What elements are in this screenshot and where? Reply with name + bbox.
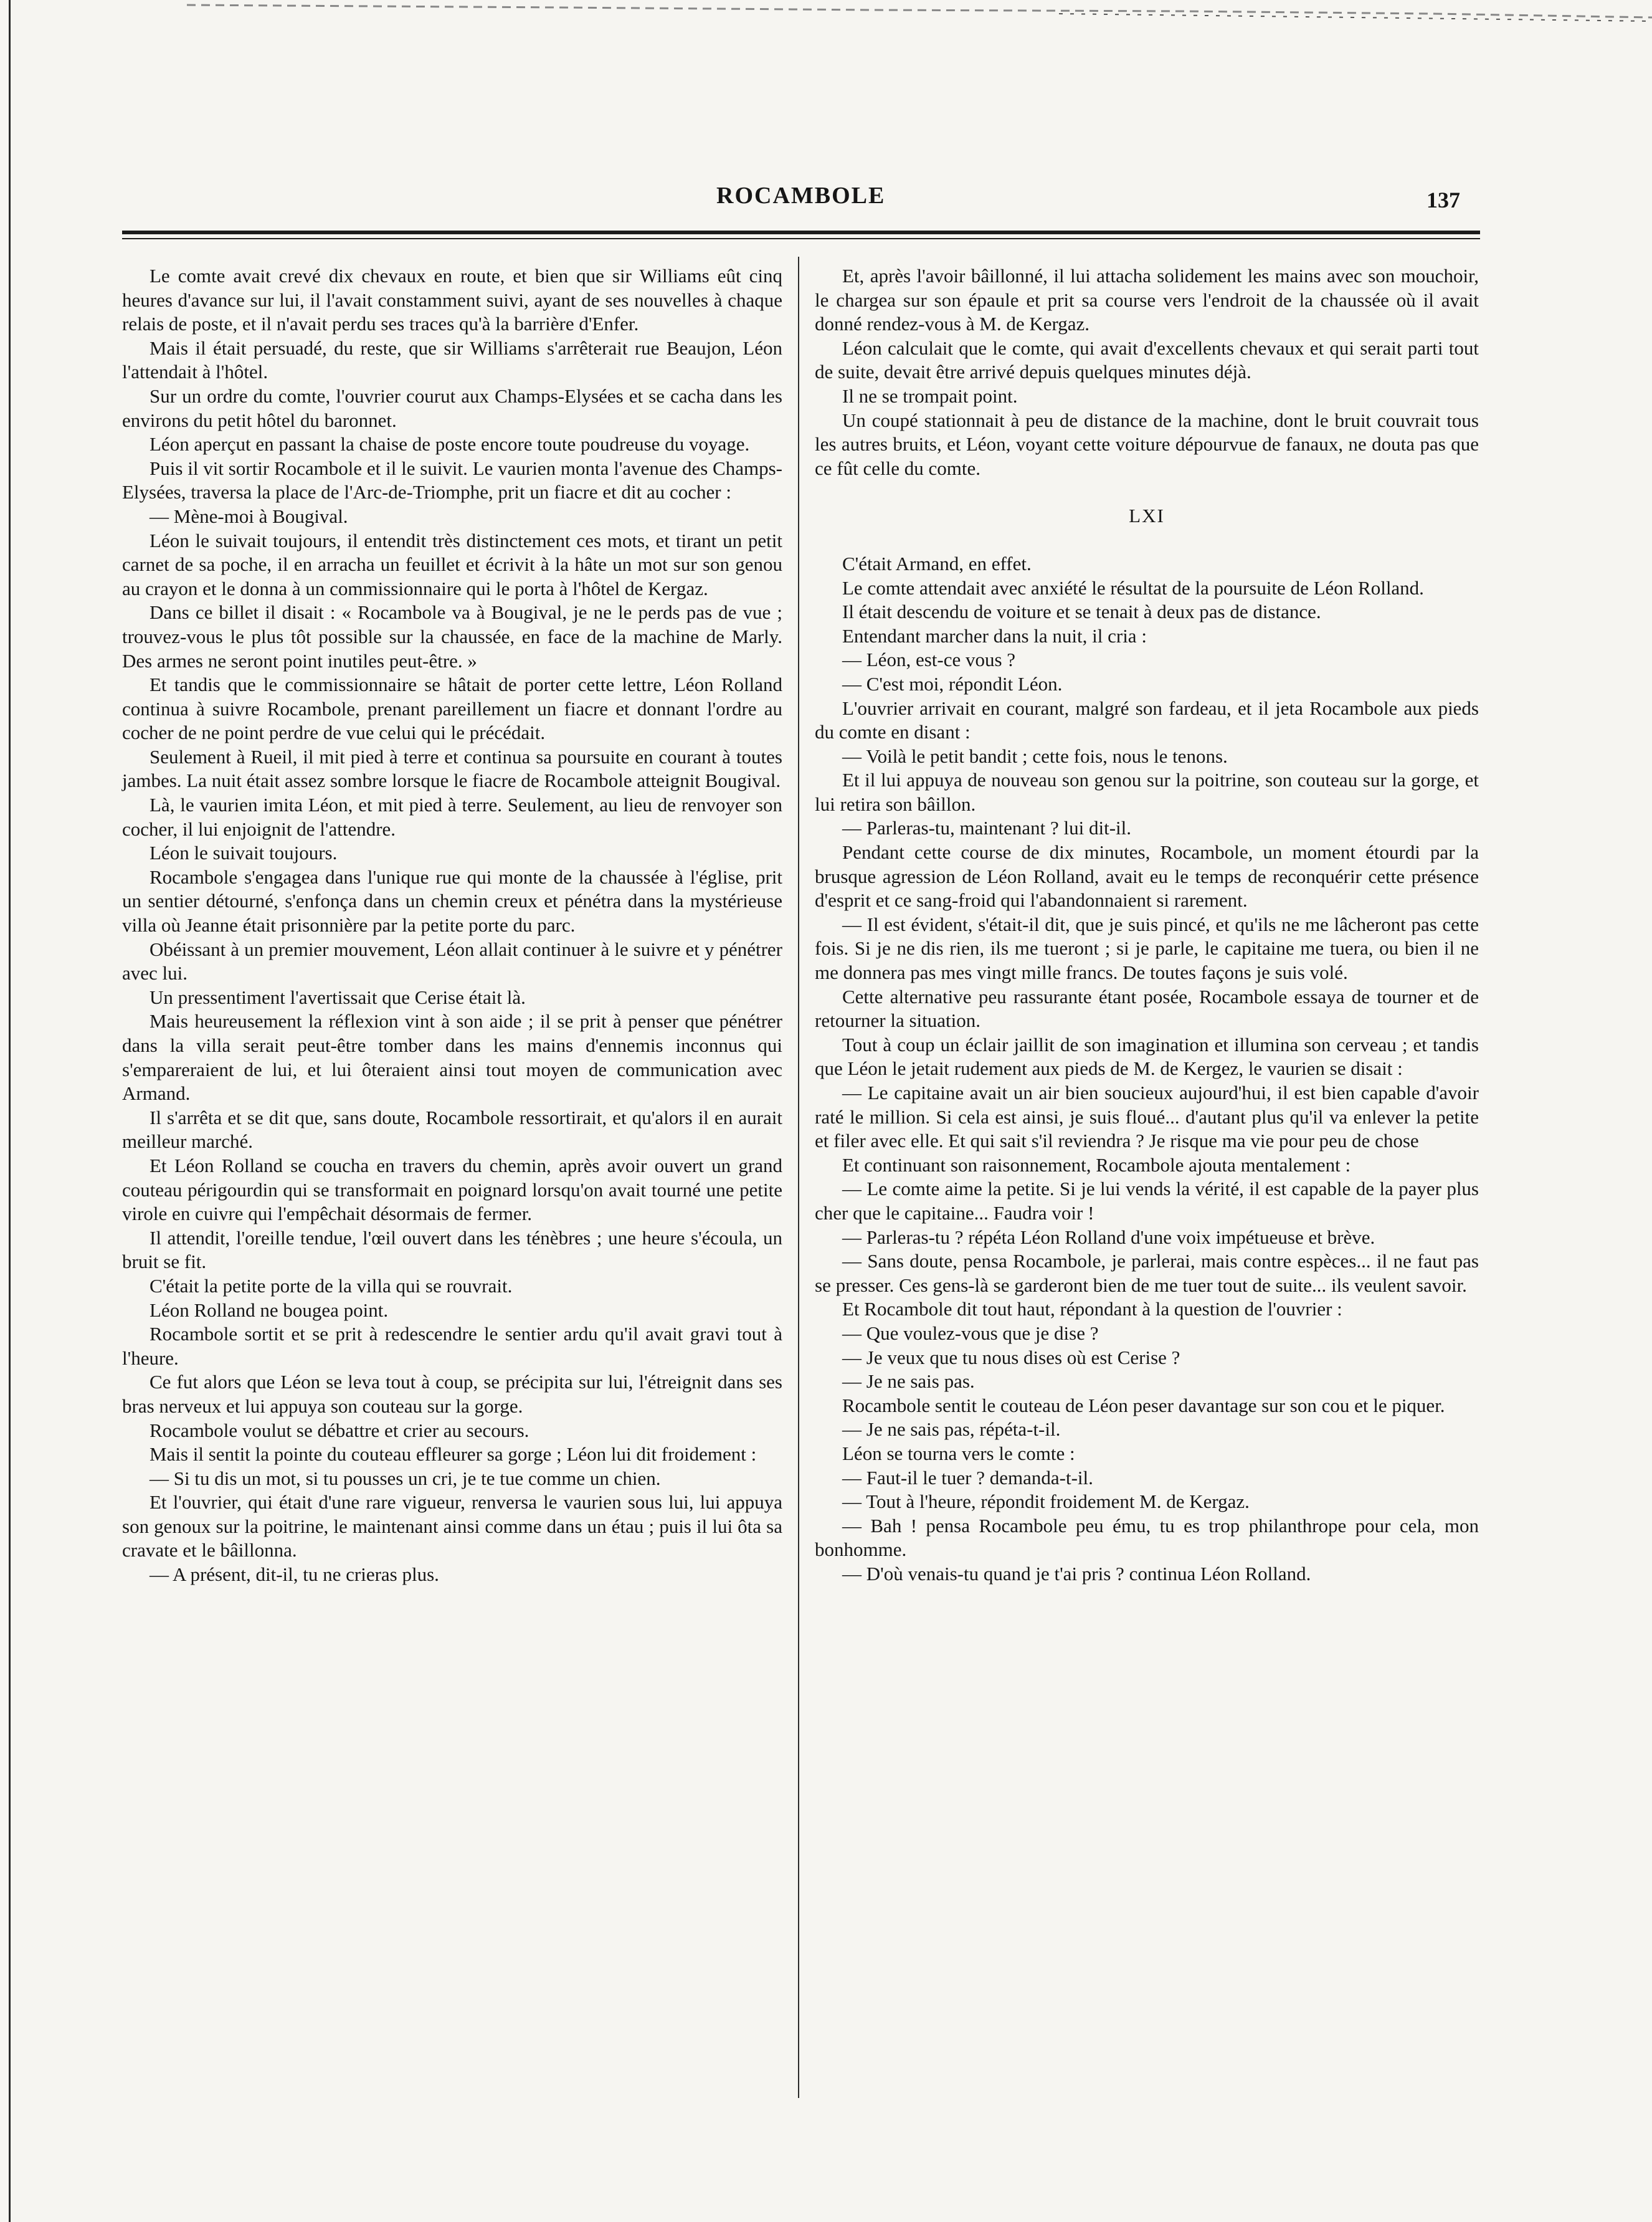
paragraph: Dans ce billet il disait : « Rocambole va à Bougival, je ne le perds pas de vue ; trouvez-vous le plus tôt possible sur la chaussée, en face de la machine de Marly. Des armes ne seront point inutiles peut-être. » <box>122 601 782 672</box>
paragraph: — Faut-il le tuer ? demanda-t-il. <box>842 1466 1093 1489</box>
paragraph: Seulement à Rueil, il mit pied à terre et continua sa poursuite en courant à toutes jambes. La nuit était assez sombre lorsque le fiacre de Rocambole atteignit Bougival. <box>122 745 782 792</box>
paragraph: Le comte avait crevé dix chevaux en route, et bien que sir Williams eût cinq heures d'avance sur lui, il l'avait constamment suivi, ayant de ses nouvelles à chaque relais de poste, et il n'avait perdu ses traces qu'à la barrière d'Enfer. <box>122 265 782 335</box>
paragraph: Léon Rolland ne bougea point. <box>150 1299 389 1321</box>
paragraph: — Mène-moi à Bougival. <box>150 505 348 527</box>
paragraph: — C'est moi, répondit Léon. <box>842 672 1063 695</box>
paragraph: Ce fut alors que Léon se leva tout à coup, se précipita sur lui, l'étreignit dans ses bras nerveux et lui appuya son couteau sur la gorge. <box>122 1371 782 1417</box>
chapter-heading: LXI <box>1129 505 1165 527</box>
paragraph: — Voilà le petit bandit ; cette fois, nous le tenons. <box>842 745 1228 767</box>
paragraph: Tout à coup un éclair jaillit de son imagination et illumina son cerveau ; et tandis que Léon le jetait rudement aux pieds de M. de Kergez, le vaurien se disait : <box>815 1033 1479 1080</box>
running-title: ROCAMBOLE <box>716 183 886 209</box>
paragraph: Il ne se trompait point. <box>842 384 1018 407</box>
paragraph: — A présent, dit-il, tu ne crieras plus. <box>150 1563 439 1586</box>
paragraph: Et Léon Rolland se coucha en travers du chemin, après avoir ouvert un grand couteau périgourdin qui se transformait en poignard lorsqu'on avait tourné une petite virole en cuivre qui l'empêchait désormais de fermer. <box>122 1154 782 1225</box>
header-rule-thin <box>122 238 1480 239</box>
paragraph: L'ouvrier arrivait en courant, malgré son fardeau, et il jeta Rocambole aux pieds du comte en disant : <box>815 697 1479 743</box>
scan-edge-artifact <box>0 0 1652 25</box>
paragraph: Léon calculait que le comte, qui avait d'excellents chevaux et qui serait parti tout de suite, devait être arrivé depuis quelques minutes déjà. <box>815 336 1479 383</box>
paragraph: Rocambole s'engagea dans l'unique rue qui monte de la chaussée à l'église, prit un sentier détourné, s'enfonça dans un chemin creux et pénétra dans la mystérieuse villa où Jeanne était prisonnière par la petite porte du parc. <box>122 865 782 937</box>
page-number: 137 <box>1427 188 1460 212</box>
paragraph: Obéissant à un premier mouvement, Léon allait continuer à le suivre et y pénétrer avec lui. <box>122 938 782 985</box>
paragraph: — Si tu dis un mot, si tu pousses un cri, je te tue comme un chien. <box>150 1467 661 1489</box>
paragraph: Sur un ordre du comte, l'ouvrier courut aux Champs-Elysées et se cacha dans les environs du petit hôtel du baronnet. <box>122 384 782 431</box>
paragraph: Et il lui appuya de nouveau son genou sur la poitrine, son couteau sur la gorge, et lui retira son bâillon. <box>815 769 1479 815</box>
paragraph: — Je ne sais pas. <box>842 1370 975 1393</box>
right-text-column <box>815 264 1479 1586</box>
paragraph: — Léon, est-ce vous ? <box>842 649 1016 671</box>
paragraph: Un coupé stationnait à peu de distance de la machine, dont le bruit couvrait tous les autres bruits, et Léon, voyant cette voiture dépourvue de fanaux, ne douta pas que ce fût celle du comte. <box>815 409 1479 479</box>
paragraph: Cette alternative peu rassurante étant posée, Rocambole essaya de tourner et de retourner la situation. <box>815 985 1479 1032</box>
left-text-column <box>122 264 782 1587</box>
paragraph: Et tandis que le commissionnaire se hâtait de porter cette lettre, Léon Rolland continua à suivre Rocambole, prenant pareillement un fiacre et donnant l'ordre au cocher de ne point perdre de vue celui qui le précédait. <box>122 674 782 744</box>
paragraph: Mais heureusement la réflexion vint à son aide ; il se prit à penser que pénétrer dans la villa serait peut-être tomber dans les mains d'ennemis inconnus qui s'empareraient de lui, et lui ôteraient ainsi tout moyen de communication avec Armand. <box>122 1010 782 1105</box>
paragraph: Mais il était persuadé, du reste, que sir Williams s'arrêterait rue Beaujon, Léon l'attendait à l'hôtel. <box>122 336 782 383</box>
paragraph: — Le capitaine avait un air bien soucieux aujourd'hui, il est bien capable d'avoir raté le million. Si cela est ainsi, je suis floué... d'autant plus qu'il va enlever la petite et filer avec elle. Et qui sait s'il reviendra ? Je risque ma vie pour peu de chose <box>815 1082 1479 1152</box>
paragraph: — Le comte aime la petite. Si je lui vends la vérité, il est capable de la payer plus cher que le capitaine... Faudra voir ! <box>815 1178 1479 1224</box>
paragraph: Pendant cette course de dix minutes, Rocambole, un moment étourdi par la brusque agression de Léon Rolland, avait eu le temps de reconquérir cette présence d'esprit et ce sang-froid qui l'abandonnaient si rarement. <box>815 841 1479 912</box>
paragraph: — Sans doute, pensa Rocambole, je parlerai, mais contre espèces... il ne faut pas se presser. Ces gens-là se garderont bien de me tuer tout de suite... ils veulent savoir. <box>815 1250 1479 1296</box>
paragraph: Il attendit, l'oreille tendue, l'œil ouvert dans les ténèbres ; une heure s'écoula, un bruit se fit. <box>122 1226 782 1273</box>
paragraph: — Que voulez-vous que je dise ? <box>842 1322 1099 1344</box>
paragraph: Rocambole sortit et se prit à redescendre le sentier ardu qu'il avait gravi tout à l'heure. <box>122 1323 782 1369</box>
paragraph: Rocambole voulut se débattre et crier au secours. <box>150 1419 529 1441</box>
paragraph: Et Rocambole dit tout haut, répondant à la question de l'ouvrier : <box>842 1298 1342 1320</box>
paragraph: — Il est évident, s'était-il dit, que je suis pincé, et qu'ils ne me lâcheront pas cette fois. Si je ne dis rien, ils me tueront ; si je parle, le capitaine me tuera, ou bien il ne me donnera pas mes vingt mille francs. De toutes façons je suis volé. <box>815 913 1479 984</box>
paragraph: — Parleras-tu ? répéta Léon Rolland d'une voix impétueuse et brève. <box>842 1226 1375 1248</box>
paragraph: Entendant marcher dans la nuit, il cria : <box>842 624 1147 647</box>
paragraph: — Je veux que tu nous dises où est Cerise ? <box>842 1346 1180 1368</box>
paragraph: Le comte attendait avec anxiété le résultat de la poursuite de Léon Rolland. <box>842 576 1424 599</box>
paragraph: Léon le suivait toujours. <box>150 842 338 864</box>
column-divider <box>798 257 799 2098</box>
paragraph: Léon aperçut en passant la chaise de poste encore toute poudreuse du voyage. <box>150 433 750 455</box>
paragraph: Il était descendu de voiture et se tenait à deux pas de distance. <box>842 601 1321 623</box>
paragraph: Un pressentiment l'avertissait que Cerise était là. <box>150 986 526 1008</box>
paragraph: Il s'arrêta et se dit que, sans doute, Rocambole ressortirait, et qu'alors il en aurait meilleur marché. <box>122 1106 782 1153</box>
paragraph: Mais il sentit la pointe du couteau effleurer sa gorge ; Léon lui dit froidement : <box>150 1443 757 1466</box>
paragraph: Puis il vit sortir Rocambole et il le suivit. Le vaurien monta l'avenue des Champs-Elysées, traversa la place de l'Arc-de-Triomphe, prit un fiacre et dit au cocher : <box>122 457 782 503</box>
paragraph: Rocambole sentit le couteau de Léon peser davantage sur son cou et le piquer. <box>842 1394 1445 1416</box>
paragraph: — Je ne sais pas, répéta-t-il. <box>842 1418 1061 1441</box>
paragraph: — D'où venais-tu quand je t'ai pris ? continua Léon Rolland. <box>842 1562 1311 1585</box>
paragraph: Léon le suivait toujours, il entendit très distinctement ces mots, et tirant un petit carnet de sa poche, il en arracha un feuillet et écrivit à la hâte un mot sur son genou au crayon et le donna à un commissionnaire qui le porta à l'hôtel de Kergaz. <box>122 529 782 599</box>
paragraph: C'était la petite porte de la villa qui se rouvrait. <box>150 1274 513 1297</box>
page-edge-line <box>9 0 11 2222</box>
paragraph: Et continuant son raisonnement, Rocambole ajouta mentalement : <box>842 1153 1351 1176</box>
paragraph: — Bah ! pensa Rocambole peu ému, tu es trop philanthrope pour cela, mon bonhomme. <box>815 1514 1479 1561</box>
paragraph: Et l'ouvrier, qui était d'une rare vigueur, renversa le vaurien sous lui, lui appuya son genoux sur la poitrine, le maintenant ainsi comme dans un étau ; puis il lui ôta sa cravate et le bâillonna. <box>122 1491 782 1562</box>
header-rule-thick <box>122 231 1480 234</box>
paragraph: Là, le vaurien imita Léon, et mit pied à terre. Seulement, au lieu de renvoyer son cocher, il lui enjoignit de l'attendre. <box>122 794 782 840</box>
paragraph: — Parleras-tu, maintenant ? lui dit-il. <box>842 817 1132 839</box>
paragraph: C'était Armand, en effet. <box>842 552 1032 575</box>
paragraph: Léon se tourna vers le comte : <box>842 1442 1075 1464</box>
paragraph: — Tout à l'heure, répondit froidement M. de Kergaz. <box>842 1490 1250 1513</box>
page-header <box>0 182 1652 219</box>
paragraph: Et, après l'avoir bâillonné, il lui attacha solidement les mains avec son mouchoir, le chargea sur son épaule et prit sa course vers l'endroit de la chaussée où il avait donné rendez-vous à M. de Kergaz. <box>815 265 1479 335</box>
